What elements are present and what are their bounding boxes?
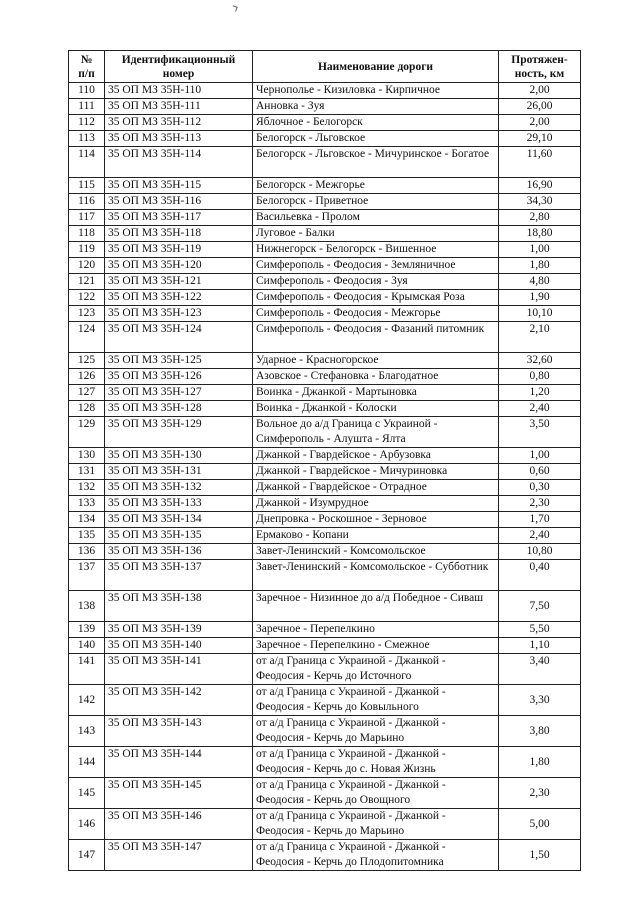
row-number: 117 — [69, 210, 105, 226]
header-num: № п/п — [69, 51, 105, 83]
row-number: 123 — [69, 306, 105, 322]
row-id: 35 ОП МЗ 35Н-120 — [105, 258, 253, 274]
row-length: 11,60 — [499, 147, 581, 178]
table-row — [69, 226, 581, 242]
table-row — [69, 496, 581, 512]
row-length: 4,80 — [499, 274, 581, 290]
row-road-name: Белогорск - Межгорье — [253, 178, 499, 194]
row-length: 1,20 — [499, 385, 581, 401]
row-length: 1,00 — [499, 242, 581, 258]
row-id: 35 ОП МЗ 35Н-141 — [105, 654, 253, 685]
row-id: 35 ОП МЗ 35Н-139 — [105, 622, 253, 638]
row-id: 35 ОП МЗ 35Н-126 — [105, 369, 253, 385]
row-length: 2,00 — [499, 115, 581, 131]
table-row — [69, 464, 581, 480]
row-length: 29,10 — [499, 131, 581, 147]
row-length: 2,40 — [499, 528, 581, 544]
row-id: 35 ОП МЗ 35Н-136 — [105, 544, 253, 560]
row-id: 35 ОП МЗ 35Н-142 — [105, 685, 253, 716]
row-length: 2,80 — [499, 210, 581, 226]
row-id: 35 ОП МЗ 35Н-125 — [105, 353, 253, 369]
row-id: 35 ОП МЗ 35Н-146 — [105, 809, 253, 840]
row-id: 35 ОП МЗ 35Н-122 — [105, 290, 253, 306]
row-length: 16,90 — [499, 178, 581, 194]
row-road-name: Луговое - Балки — [253, 226, 499, 242]
row-id: 35 ОП МЗ 35Н-140 — [105, 638, 253, 654]
row-number: 120 — [69, 258, 105, 274]
row-number: 126 — [69, 369, 105, 385]
row-id: 35 ОП МЗ 35Н-138 — [105, 591, 253, 622]
row-length: 26,00 — [499, 99, 581, 115]
table-row — [69, 591, 581, 622]
row-number: 115 — [69, 178, 105, 194]
row-length: 1,80 — [499, 747, 581, 778]
row-road-name: Завет-Ленинский - Комсомольское - Субботник — [253, 560, 499, 591]
row-number: 138 — [69, 591, 105, 622]
row-number: 121 — [69, 274, 105, 290]
row-number: 144 — [69, 747, 105, 778]
row-road-name: от а/д Граница с Украиной - Джанкой - Феодосия - Керчь до Источного — [253, 654, 499, 685]
row-road-name: Симферополь - Феодосия - Крымская Роза — [253, 290, 499, 306]
row-number: 127 — [69, 385, 105, 401]
row-road-name: Симферополь - Феодосия - Межгорье — [253, 306, 499, 322]
row-id: 35 ОП МЗ 35Н-129 — [105, 417, 253, 448]
row-number: 142 — [69, 685, 105, 716]
table-row — [69, 747, 581, 778]
row-road-name: от а/д Граница с Украиной - Джанкой - Феодосия - Керчь до с. Новая Жизнь — [253, 747, 499, 778]
row-number: 125 — [69, 353, 105, 369]
row-length: 32,60 — [499, 353, 581, 369]
row-road-name: Яблочное - Белогорск — [253, 115, 499, 131]
row-id: 35 ОП МЗ 35Н-116 — [105, 194, 253, 210]
row-length: 1,70 — [499, 512, 581, 528]
table-row — [69, 274, 581, 290]
table-row — [69, 290, 581, 306]
row-road-name: Джанкой - Гвардейское - Арбузовка — [253, 448, 499, 464]
table-row — [69, 401, 581, 417]
row-id: 35 ОП МЗ 35Н-133 — [105, 496, 253, 512]
row-number: 129 — [69, 417, 105, 448]
table-row — [69, 115, 581, 131]
row-number: 140 — [69, 638, 105, 654]
row-road-name: от а/д Граница с Украиной - Джанкой - Феодосия - Керчь до Овощного — [253, 778, 499, 809]
row-road-name: Анновка - Зуя — [253, 99, 499, 115]
row-id: 35 ОП МЗ 35Н-113 — [105, 131, 253, 147]
table-row — [69, 638, 581, 654]
table-row — [69, 778, 581, 809]
row-id: 35 ОП МЗ 35Н-131 — [105, 464, 253, 480]
row-number: 118 — [69, 226, 105, 242]
row-id: 35 ОП МЗ 35Н-145 — [105, 778, 253, 809]
row-length: 0,30 — [499, 480, 581, 496]
row-number: 113 — [69, 131, 105, 147]
table-row — [69, 654, 581, 685]
row-length: 18,80 — [499, 226, 581, 242]
row-road-name: от а/д Граница с Украиной - Джанкой - Феодосия - Керчь до Ковыльного — [253, 685, 499, 716]
row-length: 5,00 — [499, 809, 581, 840]
row-road-name: Васильевка - Пролом — [253, 210, 499, 226]
row-number: 141 — [69, 654, 105, 685]
row-road-name: Белогорск - Льговское - Мичуринское - Богатое — [253, 147, 499, 178]
row-length: 10,80 — [499, 544, 581, 560]
row-number: 137 — [69, 560, 105, 591]
row-road-name: Заречное - Низинное до а/д Победное - Сиваш — [253, 591, 499, 622]
table-header-row — [69, 51, 581, 83]
row-number: 114 — [69, 147, 105, 178]
row-road-name: Ермаково - Копани — [253, 528, 499, 544]
row-length: 2,30 — [499, 778, 581, 809]
row-number: 136 — [69, 544, 105, 560]
table-row — [69, 480, 581, 496]
row-id: 35 ОП МЗ 35Н-127 — [105, 385, 253, 401]
roads-table — [68, 50, 581, 871]
row-id: 35 ОП МЗ 35Н-111 — [105, 99, 253, 115]
row-id: 35 ОП МЗ 35Н-130 — [105, 448, 253, 464]
row-road-name: Воинка - Джанкой - Мартыновка — [253, 385, 499, 401]
row-length: 5,50 — [499, 622, 581, 638]
row-id: 35 ОП МЗ 35Н-114 — [105, 147, 253, 178]
table-row — [69, 194, 581, 210]
row-id: 35 ОП МЗ 35Н-121 — [105, 274, 253, 290]
row-id: 35 ОП МЗ 35Н-132 — [105, 480, 253, 496]
row-id: 35 ОП МЗ 35Н-128 — [105, 401, 253, 417]
row-road-name: Заречное - Перепелкино — [253, 622, 499, 638]
table-row — [69, 544, 581, 560]
row-id: 35 ОП МЗ 35Н-124 — [105, 322, 253, 353]
table-row — [69, 622, 581, 638]
header-length: Протяжен-ность, км — [499, 51, 581, 83]
row-number: 130 — [69, 448, 105, 464]
table-row — [69, 242, 581, 258]
row-number: 146 — [69, 809, 105, 840]
header-id: Идентификационный номер — [105, 51, 253, 83]
row-number: 134 — [69, 512, 105, 528]
row-road-name: Вольное до а/д Граница с Украиной - Симферополь - Алушта - Ялта — [253, 417, 499, 448]
row-number: 119 — [69, 242, 105, 258]
row-length: 1,50 — [499, 840, 581, 871]
table-row — [69, 322, 581, 353]
row-road-name: Ударное - Красногорское — [253, 353, 499, 369]
table-row — [69, 512, 581, 528]
row-length: 3,80 — [499, 716, 581, 747]
table-row — [69, 353, 581, 369]
row-id: 35 ОП МЗ 35Н-144 — [105, 747, 253, 778]
row-number: 122 — [69, 290, 105, 306]
row-length: 10,10 — [499, 306, 581, 322]
row-number: 143 — [69, 716, 105, 747]
row-length: 0,60 — [499, 464, 581, 480]
row-number: 132 — [69, 480, 105, 496]
row-road-name: Заречное - Перепелкино - Смежное — [253, 638, 499, 654]
row-id: 35 ОП МЗ 35Н-137 — [105, 560, 253, 591]
table-row — [69, 131, 581, 147]
table-row — [69, 716, 581, 747]
table-row — [69, 417, 581, 448]
row-number: 135 — [69, 528, 105, 544]
row-road-name: Воинка - Джанкой - Колоски — [253, 401, 499, 417]
row-length: 2,00 — [499, 83, 581, 99]
row-road-name: Симферополь - Феодосия - Фазаний питомник — [253, 322, 499, 353]
row-road-name: от а/д Граница с Украиной - Джанкой - Феодосия - Керчь до Марьино — [253, 716, 499, 747]
row-id: 35 ОП МЗ 35Н-119 — [105, 242, 253, 258]
table-row — [69, 448, 581, 464]
row-road-name: Джанкой - Гвардейское - Мичуриновка — [253, 464, 499, 480]
row-number: 124 — [69, 322, 105, 353]
row-number: 110 — [69, 83, 105, 99]
row-road-name: от а/д Граница с Украиной - Джанкой - Феодосия - Керчь до Плодопитомника — [253, 840, 499, 871]
row-road-name: Белогорск - Приветное — [253, 194, 499, 210]
row-road-name: Джанкой - Изумрудное — [253, 496, 499, 512]
row-id: 35 ОП МЗ 35Н-112 — [105, 115, 253, 131]
table-row — [69, 258, 581, 274]
table-row — [69, 369, 581, 385]
row-road-name: Завет-Ленинский - Комсомольское — [253, 544, 499, 560]
row-number: 131 — [69, 464, 105, 480]
row-id: 35 ОП МЗ 35Н-147 — [105, 840, 253, 871]
row-road-name: Днепровка - Роскошное - Зерновое — [253, 512, 499, 528]
row-number: 145 — [69, 778, 105, 809]
row-id: 35 ОП МЗ 35Н-118 — [105, 226, 253, 242]
row-id: 35 ОП МЗ 35Н-115 — [105, 178, 253, 194]
row-number: 112 — [69, 115, 105, 131]
table-row — [69, 560, 581, 591]
row-road-name: Азовское - Стефановка - Благодатное — [253, 369, 499, 385]
row-id: 35 ОП МЗ 35Н-143 — [105, 716, 253, 747]
row-road-name: Нижнегорск - Белогорск - Вишенное — [253, 242, 499, 258]
row-length: 0,80 — [499, 369, 581, 385]
row-number: 128 — [69, 401, 105, 417]
row-id: 35 ОП МЗ 35Н-134 — [105, 512, 253, 528]
row-length: 3,40 — [499, 654, 581, 685]
row-road-name: Симферополь - Феодосия - Зуя — [253, 274, 499, 290]
scan-mark — [231, 5, 237, 11]
row-road-name: Белогорск - Льговское — [253, 131, 499, 147]
row-number: 111 — [69, 99, 105, 115]
row-id: 35 ОП МЗ 35Н-110 — [105, 83, 253, 99]
table-row — [69, 147, 581, 178]
table-row — [69, 306, 581, 322]
row-number: 133 — [69, 496, 105, 512]
header-name: Наименование дороги — [253, 51, 499, 83]
table-row — [69, 385, 581, 401]
row-length: 0,40 — [499, 560, 581, 591]
row-road-name: от а/д Граница с Украиной - Джанкой - Феодосия - Керчь до Марьино — [253, 809, 499, 840]
table-row — [69, 99, 581, 115]
row-road-name: Чернополье - Кизиловка - Кирпичное — [253, 83, 499, 99]
table-row — [69, 210, 581, 226]
table-row — [69, 840, 581, 871]
row-length: 1,10 — [499, 638, 581, 654]
row-number: 147 — [69, 840, 105, 871]
row-length: 34,30 — [499, 194, 581, 210]
row-road-name: Джанкой - Гвардейское - Отрадное — [253, 480, 499, 496]
row-number: 139 — [69, 622, 105, 638]
table-row — [69, 685, 581, 716]
row-length: 1,00 — [499, 448, 581, 464]
row-length: 2,40 — [499, 401, 581, 417]
row-length: 2,30 — [499, 496, 581, 512]
table-row — [69, 83, 581, 99]
table-row — [69, 528, 581, 544]
row-length: 1,80 — [499, 258, 581, 274]
row-road-name: Симферополь - Феодосия - Земляничное — [253, 258, 499, 274]
row-id: 35 ОП МЗ 35Н-123 — [105, 306, 253, 322]
table-row — [69, 178, 581, 194]
row-id: 35 ОП МЗ 35Н-117 — [105, 210, 253, 226]
row-id: 35 ОП МЗ 35Н-135 — [105, 528, 253, 544]
row-length: 2,10 — [499, 322, 581, 353]
table-body — [69, 83, 581, 871]
table-row — [69, 809, 581, 840]
row-length: 3,30 — [499, 685, 581, 716]
row-number: 116 — [69, 194, 105, 210]
row-length: 7,50 — [499, 591, 581, 622]
row-length: 3,50 — [499, 417, 581, 448]
row-length: 1,90 — [499, 290, 581, 306]
